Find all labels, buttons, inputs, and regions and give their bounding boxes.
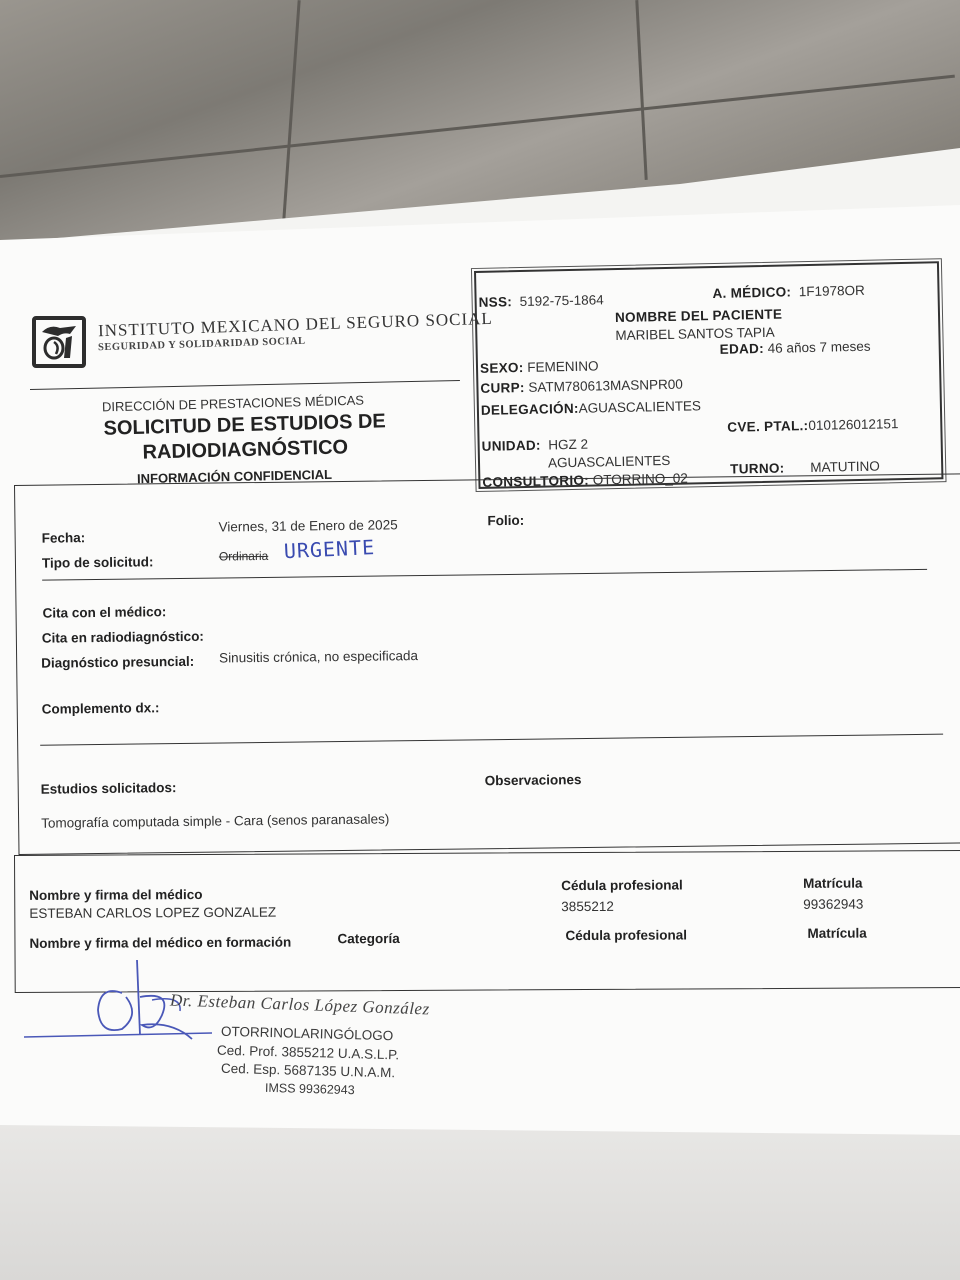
cedula-value: 3855212 (561, 898, 614, 915)
fecha-label: Fecha: (41, 530, 86, 546)
divider-line-2 (40, 734, 943, 746)
nss-field: NSS: 5192-75-1864 (478, 292, 604, 310)
matricula-value: 99362943 (803, 896, 864, 912)
tipo-ordinaria-struck: Ordinaria (218, 548, 269, 564)
imss-logo-icon (32, 316, 86, 368)
age-field: EDAD: 46 años 7 meses (719, 338, 871, 357)
stamp-cedula-prof: Ced. Prof. 3855212 U.A.S.L.P. (216, 1042, 400, 1063)
cita-radiodiagnostico-label: Cita en radiodiagnóstico: (41, 628, 204, 646)
fecha-value: Viernes, 31 de Enero de 2025 (218, 517, 398, 535)
tipo-solicitud-label: Tipo de solicitud: (41, 554, 154, 571)
observaciones-label: Observaciones (484, 772, 582, 789)
turno-field: TURNO: MATUTINO (730, 458, 880, 477)
title-line-2: RADIODIAGNÓSTICO (142, 436, 349, 464)
matricula2-label: Matrícula (807, 925, 867, 941)
medico-field: A. MÉDICO: 1F1978OR (712, 282, 865, 302)
institution-subtitle: SEGURIDAD Y SOLIDARIDAD SOCIAL (97, 335, 306, 354)
curp-field: CURP: SATM780613MASNPR00 (480, 376, 683, 396)
medico-name-label: Nombre y firma del médico (29, 887, 203, 903)
divider-line-1 (42, 569, 927, 581)
unidad-field: UNIDAD: HGZ 2 (481, 436, 589, 454)
direccion-label: DIRECCIÓN DE PRESTACIONES MÉDICAS (101, 392, 365, 415)
patient-info-box (474, 261, 943, 489)
sex-field: SEXO: FEMENINO (479, 358, 599, 376)
cedula-label: Cédula profesional (561, 877, 683, 894)
categoria-label: Categoría (337, 930, 400, 947)
cita-medico-label: Cita con el médico: (42, 604, 167, 621)
request-form-box (14, 470, 960, 855)
matricula-label: Matrícula (803, 875, 863, 891)
medico-name-value: ESTEBAN CARLOS LOPEZ GONZALEZ (29, 904, 277, 921)
stamp-imss: IMSS 99362943 (264, 1080, 355, 1098)
unidad-city: AGUASCALIENTES (547, 452, 671, 471)
estudio-value: Tomografía computada simple - Cara (senos paranasales) (41, 811, 390, 831)
complemento-label: Complemento dx.: (41, 700, 160, 717)
consultorio-field: CONSULTORIO: OTORRINO_02 (482, 470, 688, 490)
delegacion-field: DELEGACIÓN:AGUASCALIENTES (480, 398, 702, 418)
institution-name: INSTITUTO MEXICANO DEL SEGURO SOCIAL (97, 308, 494, 341)
estudios-label: Estudios solicitados: (40, 780, 177, 797)
document-title (94, 409, 395, 467)
diagnostico-value: Sinusitis crónica, no especificada (219, 648, 419, 666)
confidential-label: INFORMACIÓN CONFIDENCIAL (136, 466, 333, 487)
stamp-specialty: OTORRINOLARINGÓLOGO (220, 1023, 394, 1044)
title-line-1: SOLICITUD DE ESTUDIOS DE (103, 410, 387, 440)
stamp-doctor-name: Dr. Esteban Carlos López González (169, 990, 430, 1019)
tipo-urgente-handwritten: URGENTE (283, 535, 376, 564)
cedula2-label: Cédula profesional (565, 927, 687, 944)
formacion-label: Nombre y firma del médico en formación (29, 934, 292, 951)
patient-name: MARIBEL SANTOS TAPIA (615, 324, 775, 344)
stamp-cedula-esp: Ced. Esp. 5687135 U.N.A.M. (220, 1060, 396, 1081)
diagnostico-label: Diagnóstico presuncial: (41, 653, 195, 671)
header-divider (30, 380, 460, 390)
cve-field: CVE. PTAL.:010126012151 (727, 416, 899, 435)
folio-label: Folio: (487, 512, 525, 529)
patient-name-label: NOMBRE DEL PACIENTE (614, 306, 783, 326)
